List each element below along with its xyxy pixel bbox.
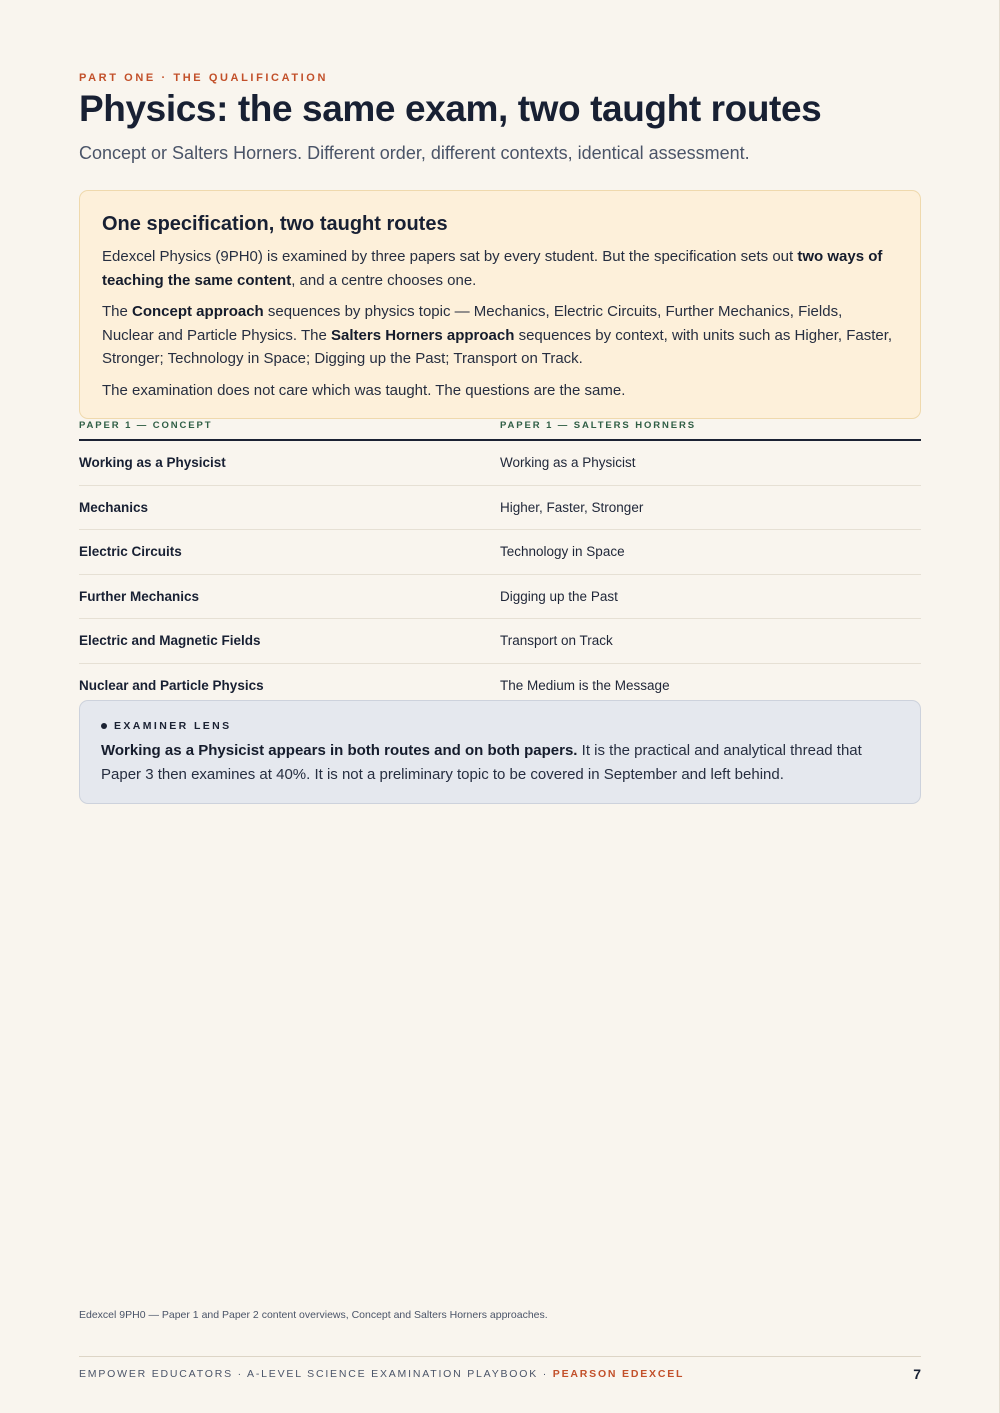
examiner-lens-label bbox=[101, 719, 899, 733]
intro-p1-text-a: Edexcel Physics (9PH0) is examined by three papers sat by every student. But the specification sets out bbox=[102, 248, 798, 265]
concept-cell: Working as a Physicist bbox=[79, 455, 226, 471]
table-row bbox=[79, 575, 921, 620]
table-row bbox=[79, 619, 921, 664]
concept-cell: Mechanics bbox=[79, 499, 149, 515]
intro-p2-text-c: sequences by physics topic — Mechanics, Electric Circuits, Further Mechanics, Fields, Nuclear and Particle Physics. The bbox=[102, 303, 843, 344]
salters-cell: Working as a Physicist bbox=[500, 455, 636, 471]
bullet-dot-icon bbox=[101, 723, 107, 729]
concept-cell: Further Mechanics bbox=[79, 588, 200, 604]
intro-heading: One specification, two taught routes bbox=[102, 213, 448, 235]
source-note: Edexcel 9PH0 — Paper 1 and Paper 2 content overviews, Concept and Salters Horners approaches. bbox=[79, 1309, 548, 1321]
footer-series-text: EMPOWER EDUCATORS · A-LEVEL SCIENCE EXAMINATION PLAYBOOK · bbox=[79, 1368, 553, 1380]
comparison-table bbox=[79, 419, 921, 707]
page-title: Physics: the same exam, two taught routes bbox=[79, 88, 822, 129]
page-number: 7 bbox=[913, 1366, 921, 1382]
concept-cell: Electric and Magnetic Fields bbox=[79, 633, 261, 649]
table-row bbox=[79, 530, 921, 575]
footer-brand: PEARSON EDEXCEL bbox=[552, 1368, 685, 1380]
footer-publication bbox=[79, 1368, 684, 1380]
salters-cell: The Medium is the Message bbox=[500, 677, 670, 693]
intro-paragraph-2 bbox=[102, 300, 898, 371]
intro-p1-text-c: , and a centre chooses one. bbox=[291, 271, 477, 289]
table-row bbox=[79, 486, 921, 531]
table-header-row bbox=[79, 419, 921, 441]
salters-cell: Higher, Faster, Stronger bbox=[500, 499, 644, 515]
page-footer bbox=[79, 1366, 921, 1382]
footer-divider bbox=[79, 1356, 921, 1357]
intro-p2-salters-emphasis: Salters Horners approach bbox=[331, 326, 515, 344]
examiner-lens-text bbox=[101, 739, 899, 786]
salters-cell: Digging up the Past bbox=[500, 588, 618, 604]
table-row bbox=[79, 441, 921, 486]
section-eyebrow: PART ONE · THE QUALIFICATION bbox=[79, 72, 328, 84]
examiner-lens-body: It is the practical and analytical thread that Paper 3 then examines at 40%. It is not a preliminary topic to be covered in September and left behind. bbox=[101, 742, 862, 783]
intro-p2-text-e: sequences by context, with units such as Higher, Faster, Stronger; Technology in Space; Digging up the Past; Transport on Track. bbox=[102, 326, 893, 367]
examiner-lens-emphasis: Working as a Physicist appears in both routes and on both papers. bbox=[101, 742, 578, 759]
page-subtitle: Concept or Salters Horners. Different order, different contexts, identical assessment. bbox=[79, 143, 750, 163]
salters-cell: Technology in Space bbox=[500, 544, 625, 560]
salters-cell: Transport on Track bbox=[500, 633, 613, 649]
column-header-concept: PAPER 1 — CONCEPT bbox=[79, 420, 213, 431]
intro-callout bbox=[79, 190, 921, 419]
examiner-lens-label-text: EXAMINER LENS bbox=[114, 720, 232, 732]
intro-p2-concept-emphasis: Concept approach bbox=[132, 303, 264, 320]
concept-cell: Nuclear and Particle Physics bbox=[79, 677, 264, 693]
intro-p2-text-a: The bbox=[102, 303, 133, 320]
concept-cell: Electric Circuits bbox=[79, 544, 182, 560]
intro-paragraph-3: The examination does not care which was taught. The questions are the same. bbox=[102, 381, 626, 399]
examiner-lens-callout bbox=[79, 700, 921, 804]
intro-p1-emphasis: two ways of teaching the same content bbox=[102, 248, 883, 289]
intro-paragraph-1 bbox=[102, 245, 898, 292]
column-header-salters: PAPER 1 — SALTERS HORNERS bbox=[500, 420, 697, 431]
